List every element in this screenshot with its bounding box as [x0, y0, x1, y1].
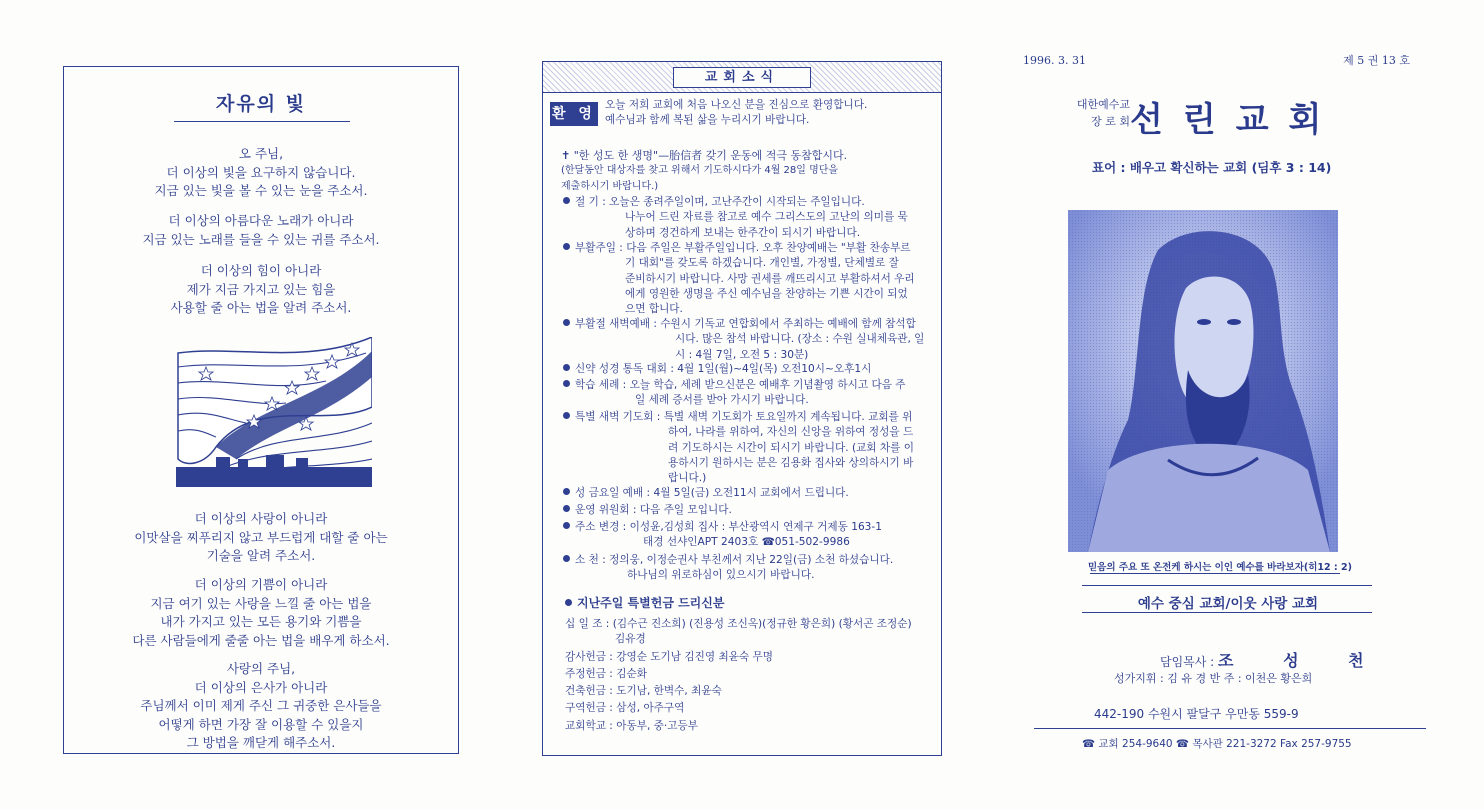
bullet-icon [563, 243, 570, 250]
slogan-rule-bottom [1082, 612, 1372, 613]
poem-line: 제가 지금 가지고 있는 힘을 [186, 281, 336, 297]
caption-rule [1090, 573, 1340, 574]
welcome-text: 오늘 저희 교회에 처음 나오신 분을 진심으로 환영합니다. 예수님과 함께 복된 삶을 누리시기 바랍니다. [605, 99, 868, 127]
poem-line: 더 이상의 기쁨이 아니라 [194, 577, 328, 592]
poem-line: 더 이상의 아름다운 노래가 아니라 [168, 213, 354, 228]
news-item: 특별 새벽 기도회 : 특별 새벽 기도회가 토요일까지 계속됩니다. 교회를 위 하여, 나라를 위하여, 자신의 신앙을 위하여 정성을 드 려 기도하시는 시간이 되시기 바랍니다. (교회 차를 이 용하시기 원하시는 분은 김용화 집사와 상의하시기 바 랍니다.) [563, 410, 914, 486]
bullet-icon [563, 412, 570, 419]
music-staff: 성가지휘 : 김 유 경 반 주 : 이천은 황은희 [1114, 672, 1313, 685]
image-caption: 믿음의 주요 또 온전케 하시는 이인 예수를 바라보자(히12 : 2) [1088, 562, 1352, 573]
poem-line: 사랑의 주님, [226, 661, 296, 676]
poem-stanza [64, 262, 458, 318]
poem-line: 지금 여기 있는 사랑을 느낄 줄 아는 법을 [150, 595, 372, 611]
bullet-icon [563, 364, 570, 371]
poem-line: 어떻게 하면 가장 잘 이용할 수 있을지 [158, 716, 364, 732]
welcome-badge: 환 영 [550, 102, 598, 126]
news-title: 교회소식 [673, 67, 811, 88]
poem-panel [63, 66, 459, 754]
poem-title: 자유의 빛 [215, 93, 307, 115]
offering-heading: 지난주일 특별헌금 드리신분 [565, 596, 724, 611]
bullet-icon [563, 488, 570, 495]
poem-stanza [64, 510, 458, 566]
poem-line: 내가 가지고 있는 모든 용기와 기쁨을 [160, 614, 362, 629]
bullet-icon [563, 197, 570, 204]
bullet-icon [563, 555, 570, 562]
poem-line: 더 이상의 빛을 요구하지 않습니다. [166, 164, 356, 180]
poem-line: 기술을 알려 주소서. [206, 548, 316, 563]
news-item: 부활절 새벽예배 : 수원시 기독교 연합회에서 주최하는 예배에 함께 참석합 시다. 많은 참석 바랍니다. (장소 : 수원 실내체육관, 일 시 : 4월 7일, 오전 5 : 30분) [563, 317, 924, 363]
phone-numbers: ☎ 교회 254-9640 ☎ 목사관 221-3272 Fax 257-9755 [1082, 738, 1352, 750]
motto: 표어 : 배우고 확신하는 교회 (딤후 3 : 14) [1092, 160, 1332, 175]
news-item: 소 천 : 정의웅, 이정순권사 부친께서 지난 22일(금) 소천 하셨습니다. 하나님의 위로하심이 있으시기 바랍니다. [563, 553, 893, 584]
poem-line: 사용할 줄 아는 법을 알려 주소서. [170, 300, 352, 315]
issue-number: 제 5 권 13 호 [1343, 54, 1410, 67]
poem-line: 지금 있는 빛을 볼 수 있는 눈을 주소서. [154, 183, 368, 198]
poem-line: 주님께서 이미 제게 주신 그 귀중한 은사들을 [140, 698, 382, 713]
news-item: 운영 위원회 : 다음 주일 모입니다. [563, 503, 732, 518]
title-underline [174, 121, 350, 122]
poem-stanza [64, 576, 458, 650]
church-name: 선린교회 [1130, 100, 1342, 140]
slogan-rule-top [1082, 585, 1372, 586]
poem-line: 그 방법을 깨닫게 해주소서. [186, 735, 336, 750]
cover-panel [1020, 40, 1440, 780]
bullet-icon [563, 380, 570, 387]
slogan: 예수 중심 교회/이웃 사랑 교회 [1137, 596, 1319, 612]
poem-line: 지금 있는 노래를 들을 수 있는 귀를 주소서. [142, 231, 380, 247]
senior-pastor: 담임목사 : 조 성 천 [1160, 651, 1386, 670]
poem-line: 더 이상의 힘이 아니라 [200, 263, 322, 278]
poem-line: 이맛살을 찌푸리지 않고 부드럽게 대할 줄 아는 [134, 529, 388, 545]
poem-line: 다른 사람들에게 줄줄 아는 법을 배우게 하소서. [132, 632, 390, 648]
bullet-icon [563, 319, 570, 326]
news-item: 부활주일 : 다음 주일은 부활주일입니다. 오후 찬양예배는 "부활 찬송부르 기 대회"를 갖도록 하겠습니다. 개인별, 가정별, 단체별로 잘 준비하시기 바랍니다. 사망 권세를 깨뜨리시고 부활하셔서 우리 에게 영원한 생명을 주신 예수님을 찬양하는 기쁜 시간이 되었 으면 합니다. [563, 241, 915, 317]
bullet-icon [565, 599, 572, 606]
poem-line: 오 주님, [238, 146, 284, 161]
news-item: 주소 변경 : 이성윤,김성희 집사 : 부산광역시 연제구 거제동 163-1 태경 선샤인APT 2403호 ☎051-502-9986 [563, 520, 882, 551]
address-rule [1034, 728, 1426, 729]
church-address: 442-190 수원시 팔달구 우만동 559-9 [1094, 707, 1299, 721]
denomination: 대한예수교 장 로 회 [1076, 98, 1130, 128]
poem-stanza [64, 212, 458, 249]
jesus-portrait-image [1068, 210, 1338, 552]
bullet-icon [563, 505, 570, 512]
poem-stanza [64, 660, 458, 753]
poem-line: 더 이상의 은사가 아니라 [194, 679, 328, 695]
bullet-icon [563, 522, 570, 529]
church-news-panel [542, 61, 942, 756]
news-item: 신약 성경 통독 대회 : 4월 1일(월)~4일(목) 오전10시~오후1시 [563, 362, 871, 377]
news-header-band [543, 62, 941, 93]
news-item: 성 금요일 예배 : 4월 5일(금) 오전11시 교회에서 드립니다. [563, 486, 849, 501]
offering-list: 십 일 조 : (김수근 진소희) (진용성 조신옥)(정규한 황은희) (황서곤 조정순) 김유경 감사헌금 : 강영순 도기남 김진영 최윤숙 무명 주정헌금 : 김순화 건축헌금 : 도기남, 한벽수, 최윤숙 구역헌금 : 삼성, 아주구역 교회학교 : 아동부, 중·고등부 [565, 618, 912, 732]
bulletin-date: 1996. 3. 31 [1023, 54, 1086, 67]
poem-line: 더 이상의 사랑이 아니라 [194, 511, 328, 526]
news-item: 절 기 : 오늘은 종려주일이며, 고난주간이 시작되는 주일입니다. 나누어 드린 자료를 참고로 예수 그리스도의 고난의 의미를 묵 상하며 경건하게 보내는 한주간이 되시기 바랍니다. [563, 195, 908, 241]
campaign-notice: ✝ "한 성도 한 생명"—胎信者 갖기 운동에 적극 동참합시다. (한달동안 대상자를 찾고 위해서 기도하시다가 4월 28일 명단을 제출하시기 바랍니다.) [561, 149, 848, 192]
starry-sky-illustration [176, 337, 372, 487]
poem-stanza [64, 145, 458, 201]
news-item: 학습 세례 : 오늘 학습, 세례 받으신분은 예배후 기념촬영 하시고 다음 주 일 세례 증서를 받아 가시기 바랍니다. [563, 378, 906, 409]
